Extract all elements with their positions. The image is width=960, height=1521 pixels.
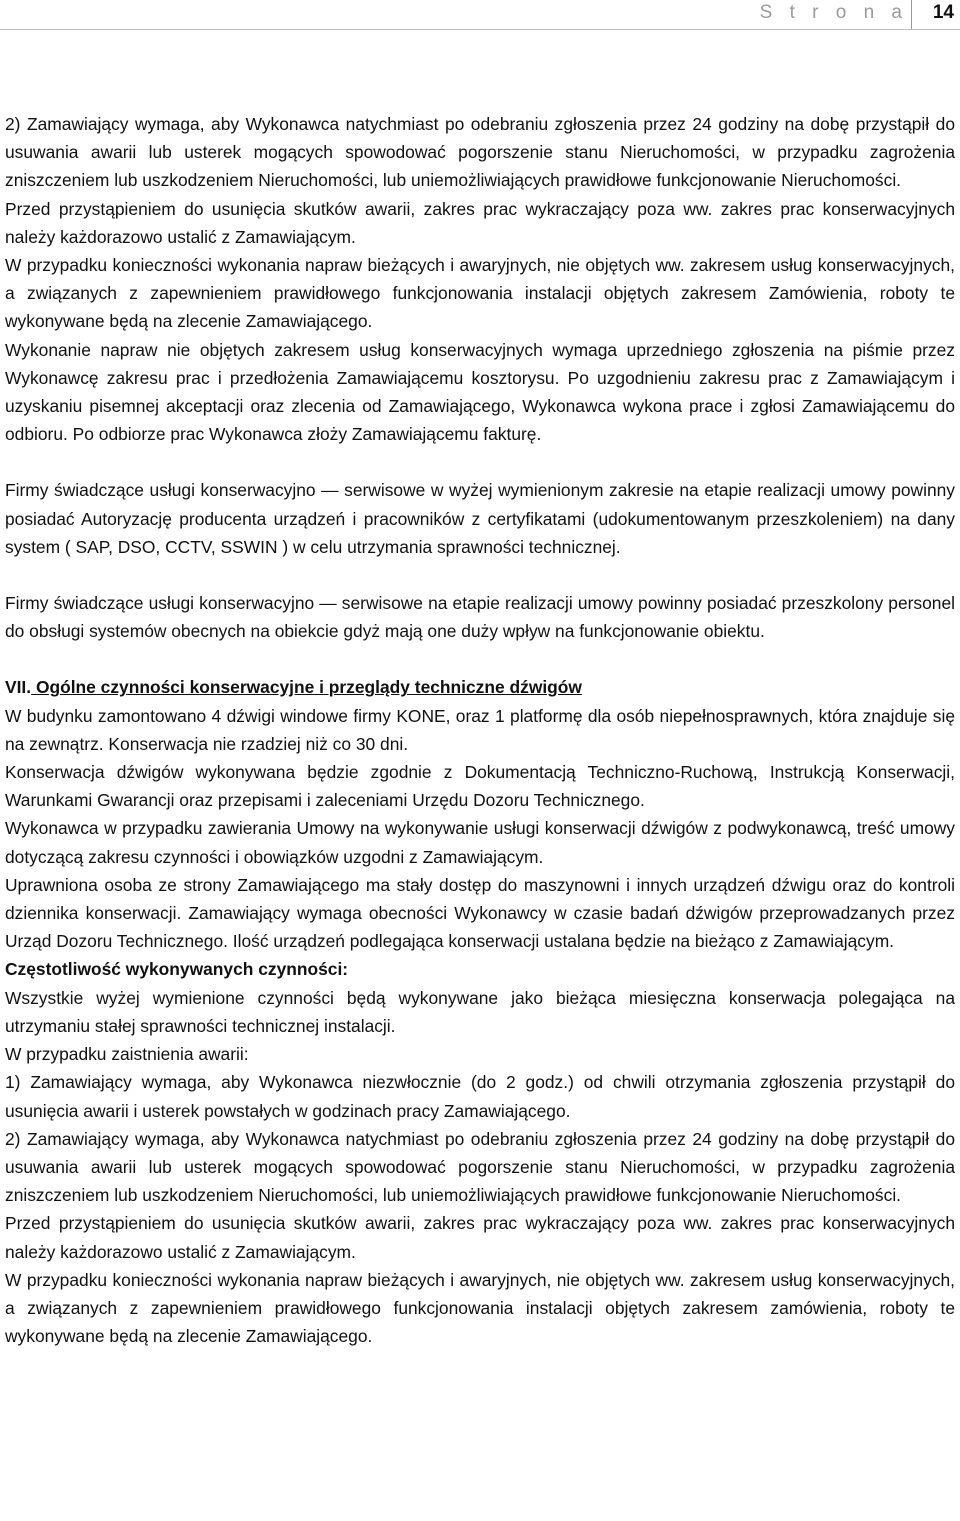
paragraph: Przed przystąpieniem do usunięcia skutków awarii, zakres prac wykraczający poza ww. zakres prac konserwacyjnych należy każdorazowo ustalić z Zamawiającym. (5, 1213, 955, 1262)
page-number: 14 (932, 2, 954, 23)
header-rule (0, 29, 960, 30)
paragraph: Firmy świadczące usługi konserwacyjno — serwisowe na etapie realizacji umowy powinny posiadać przeszkolony personel do obsługi systemów obecnych na obiekcie gdyż mają one duży wpływ na funkcjonowanie obiektu. (5, 593, 955, 642)
paragraph: W przypadku zaistnienia awarii: (5, 1044, 249, 1065)
paragraph: 2) Zamawiający wymaga, aby Wykonawca natychmiast po odebraniu zgłoszenia przez 24 godziny na dobę przystąpił do usuwania awarii lub usterek mogących spowodować pogorszenie stanu Nieruchomości, w przypadku zagrożenia zniszczeniem lub uszkodzeniem Nieruchomości, lub uniemożliwiających prawidłowe funkcjonowanie Nieruchomości. (5, 1128, 955, 1206)
section-heading (5, 673, 955, 701)
paragraph: W przypadku konieczności wykonania napraw bieżących i awaryjnych, nie objętych ww. zakresem usług konserwacyjnych, a związanych z zapewnieniem prawidłowego funkcjonowania instalacji objętych zakresem Zamówienia, roboty te wykonywane będą na zlecenie Zamawiającego. (5, 255, 955, 332)
document-body (5, 110, 955, 1350)
paragraph: Wykonawca w przypadku zawierania Umowy na wykonywanie usługi konserwacji dźwigów z podwykonawcą, treść umowy dotyczącą zakresu czynności i obowiązków uzgodni z Zamawiającym. (5, 818, 955, 867)
subheading: Częstotliwość wykonywanych czynności: (5, 959, 349, 980)
paragraph: 2) Zamawiający wymaga, aby Wykonawca natychmiast po odebraniu zgłoszenia przez 24 godziny na dobę przystąpił do usuwania awarii lub usterek mogących spowodować pogorszenie stanu Nieruchomości, w przypadku zagrożenia zniszczeniem lub uszkodzeniem Nieruchomości, lub uniemożliwiających prawidłowe funkcjonowanie Nieruchomości. (5, 114, 955, 191)
paragraph: W przypadku konieczności wykonania napraw bieżących i awaryjnych, nie objętych ww. zakresem usług konserwacyjnych, a związanych z zapewnieniem prawidłowego funkcjonowania instalacji objętych zakresem zamówienia, roboty te wykonywane będą na zlecenie Zamawiającego. (5, 1269, 955, 1347)
page-header (0, 0, 960, 30)
paragraph: W budynku zamontowano 4 dźwigi windowe firmy KONE, oraz 1 platformę dla osób niepełnosprawnych, która znajduje się na zewnątrz. Konserwacja nie rzadziej niż co 30 dni. (5, 705, 955, 754)
paragraph: Konserwacja dźwigów wykonywana będzie zgodnie z Dokumentacją Techniczno-Ruchową, Instrukcją Konserwacji, Warunkami Gwarancji oraz przepisami i zaleceniami Urzędu Dozoru Technicznego. (5, 762, 955, 811)
paragraph: Wszystkie wyżej wymienione czynności będą wykonywane jako bieżąca miesięczna konserwacja polegająca na utrzymaniu stałej sprawności technicznej instalacji. (5, 987, 955, 1036)
page-label: S t r o n a (759, 2, 908, 23)
paragraph: Firmy świadczące usługi konserwacyjno — serwisowe w wyżej wymienionym zakresie na etapie realizacji umowy powinny posiadać Autoryzację producenta urządzeń i pracowników z certyfikatami (udokumentowanym przeszkoleniem) na dany system ( SAP, DSO, CCTV, SSWIN ) w celu utrzymania sprawności technicznej. (5, 480, 955, 557)
section-number: VII. (5, 677, 32, 698)
paragraph: Przed przystąpieniem do usunięcia skutków awarii, zakres prac wykraczający poza ww. zakres prac konserwacyjnych należy każdorazowo ustalić z Zamawiającym. (5, 198, 955, 247)
paragraph: Uprawniona osoba ze strony Zamawiającego ma stały dostęp do maszynowni i innych urządzeń dźwigu oraz do kontroli dziennika konserwacji. Zamawiający wymaga obecności Wykonawcy w czasie badań dźwigów przeprowadzanych przez Urząd Dozoru Technicznego. Ilość urządzeń podlegająca konserwacji ustalana będzie na bieżąco z Zamawiającym. (5, 874, 955, 952)
header-separator (911, 0, 912, 30)
section-title: Ogólne czynności konserwacyjne i przeglądy techniczne dźwigów (31, 677, 582, 698)
paragraph: 1) Zamawiający wymaga, aby Wykonawca niezwłocznie (do 2 godz.) od chwili otrzymania zgłoszenia przystąpił do usunięcia awarii i usterek powstałych w godzinach pracy Zamawiającego. (5, 1072, 955, 1121)
paragraph: Wykonanie napraw nie objętych zakresem usług konserwacyjnych wymaga uprzedniego zgłoszenia na piśmie przez Wykonawcę zakresu prac i przedłożenia Zamawiającemu kosztorysu. Po uzgodnieniu zakresu prac z Zamawiającym i uzyskaniu pisemnej akceptacji oraz zlecenia od Zamawiającego, Wykonawca wykona prace i zgłosi Zamawiającemu do odbioru. Po odbiorze prac Wykonawca złoży Zamawiającemu fakturę. (5, 339, 955, 445)
